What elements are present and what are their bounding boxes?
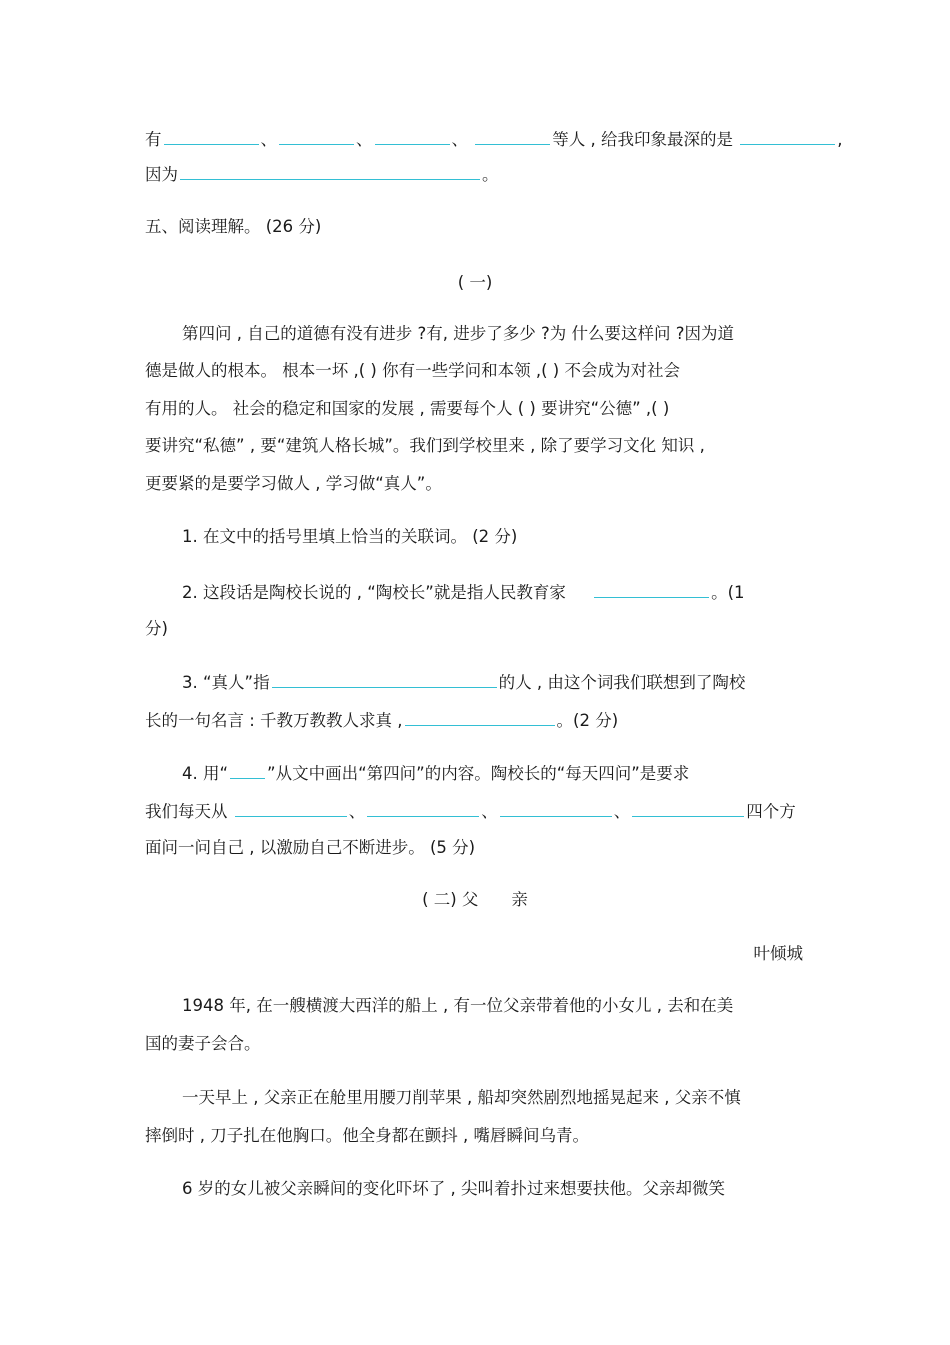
separator: 、 xyxy=(451,130,468,149)
story-line: 国的妻子会合。 xyxy=(145,1034,261,1053)
question-3-line2 xyxy=(145,708,618,732)
answer-blank[interactable] xyxy=(180,162,480,180)
part1-title: ( 一) xyxy=(457,273,493,292)
answer-blank[interactable] xyxy=(594,580,709,598)
question-4-line3: 面问一问自己 , 以激励自己不断进步。 (5 分) xyxy=(145,838,476,857)
separator: 、 xyxy=(613,802,631,821)
fill-line-2 xyxy=(145,162,499,186)
answer-blank[interactable] xyxy=(475,127,550,145)
paragraph-line: 第四问 , 自己的道德有没有进步 ?有, 进步了多少 ?为 什么要这样问 ?因为道 xyxy=(182,324,734,343)
paragraph-line: 要讲究“私德” , 要“建筑人格长城”。我们到学校里来 , 除了要学习文化 知识 , xyxy=(145,436,705,455)
question-3 xyxy=(182,670,745,694)
answer-blank[interactable] xyxy=(272,670,497,688)
q4-mid: ”从文中画出“第四问”的内容。陶校长的“每天四问”是要求 xyxy=(267,764,690,783)
question-4 xyxy=(182,761,689,785)
answer-blank[interactable] xyxy=(367,799,479,817)
answer-blank[interactable] xyxy=(500,799,612,817)
answer-blank[interactable] xyxy=(279,127,354,145)
section-heading: 五、阅读理解。 (26 分) xyxy=(145,217,322,236)
q4-line2-end: 四个方 xyxy=(746,802,796,821)
text-mid: 等人 , 给我印象最深的是 xyxy=(552,130,733,149)
question-1: 1. 在文中的括号里填上恰当的关联词。 (2 分) xyxy=(182,527,518,546)
text-you: 有 xyxy=(145,130,162,149)
q3-mid: 的人 , 由这个词我们联想到了陶校 xyxy=(498,673,746,692)
answer-blank[interactable] xyxy=(632,799,744,817)
answer-blank[interactable] xyxy=(164,127,259,145)
author: 叶倾城 xyxy=(753,944,803,963)
q4-prefix: 4. 用“ xyxy=(182,764,229,783)
question-4-line2 xyxy=(145,799,796,823)
text-end: , xyxy=(837,130,843,149)
paragraph-line: 德是做人的根本。 根本一坏 ,( ) 你有一些学问和本领 ,( ) 不会成为对社会 xyxy=(145,361,680,380)
story-line: 摔倒时 , 刀子扎在他胸口。他全身都在颤抖 , 嘴唇瞬间乌青。 xyxy=(145,1126,589,1145)
answer-blank[interactable] xyxy=(740,127,835,145)
separator: 、 xyxy=(356,130,373,149)
question-2 xyxy=(182,580,745,604)
q3-line2-end: 。(2 分) xyxy=(556,711,619,730)
q2-end: 。(1 xyxy=(711,583,745,602)
answer-blank[interactable] xyxy=(375,127,450,145)
paragraph-line: 有用的人。 社会的稳定和国家的发展 , 需要每个人 ( ) 要讲究“公德” ,( ) xyxy=(145,399,670,418)
fill-line-1 xyxy=(145,127,843,151)
q2-text: 2. 这段话是陶校长说的 , “陶校长”就是指人民教育家 xyxy=(182,583,566,602)
text-end: 。 xyxy=(482,165,499,184)
text-because: 因为 xyxy=(145,165,178,184)
separator: 、 xyxy=(481,802,498,821)
q4-line2-prefix: 我们每天从 xyxy=(145,802,228,821)
answer-blank[interactable] xyxy=(235,799,347,817)
story-line: 6 岁的女儿被父亲瞬间的变化吓坏了 , 尖叫着扑过来想要扶他。父亲却微笑 xyxy=(182,1179,725,1198)
separator: 、 xyxy=(260,130,277,149)
story-line: 一天早上 , 父亲正在舱里用腰刀削苹果 , 船却突然剧烈地摇晃起来 , 父亲不慎 xyxy=(182,1088,741,1107)
part2-title: ( 二) 父 亲 xyxy=(422,890,528,909)
q3-line2-prefix: 长的一句名言 : 千教万教教人求真 , xyxy=(145,711,403,730)
question-2-cont: 分) xyxy=(145,619,168,638)
answer-blank[interactable] xyxy=(405,708,555,726)
separator: 、 xyxy=(348,802,366,821)
paragraph-line: 更要紧的是要学习做人 , 学习做“真人”。 xyxy=(145,474,442,493)
underline-sample xyxy=(230,761,265,779)
q3-prefix: 3. “真人”指 xyxy=(182,673,270,692)
story-line: 1948 年, 在一艘横渡大西洋的船上 , 有一位父亲带着他的小女儿 , 去和在美 xyxy=(182,996,734,1015)
